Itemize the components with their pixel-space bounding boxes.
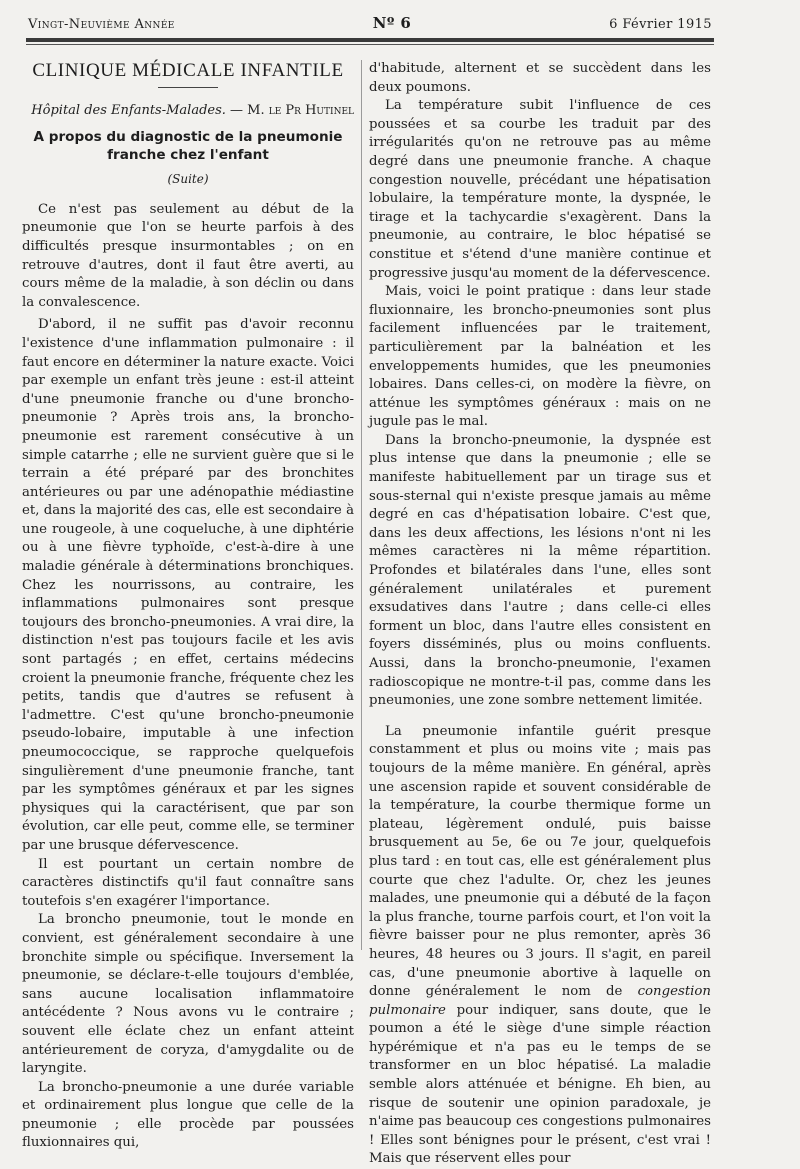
paragraph: La broncho-pneumonie a une durée variable et ordinairement plus longue que celle de la pneumonie ; elle procède par poussées fluxionnaires qui, bbox=[22, 1079, 354, 1151]
byline-author: — M. le Pr Hutinel bbox=[230, 102, 354, 118]
article-title: A propos du diagnostic de la pneumonie franche chez l'enfant bbox=[33, 129, 343, 164]
paragraph: Mais, voici le point pratique : dans leur stade fluxionnaire, les broncho-pneumonies sont plus facilement influencées par le traitement, particulièrement par la balnéation et les enveloppements humides, que les pneumonies lobaires. Dans celles-ci, on modère la fièvre, on atténue les symptômes généraux : mais on ne jugule pas le mal. bbox=[369, 284, 711, 430]
paragraph: D'abord, il ne suffit pas d'avoir reconnu l'existence d'une inflammation pulmonaire : il faut encore en déterminer la nature exacte. Voici par exemple un enfant très jeune : est-il atteint d'une pneumonie franche ou d'une broncho-pneumonie ? Après trois ans, la broncho-pneumonie est rarement consécutive à un simple catarrhe ; elle ne survient guère que si le terrain a été préparé par des bronchites antérieures ou par une adénopathie médiastine et, dans la majorité des cas, elle est secondaire à une rougeole, à une coqueluche, à une diphtérie ou à une fièvre typhoïde, c'est-à-dire à une maladie générale à déterminations bronchiques. Chez les nourrissons, au contraire, les inflammations pulmonaires sont presque toujours des broncho-pneumonies. A vrai dire, la distinction n'est pas toujours facile et les avis sont partagés ; en effet, certains médecins croient la pneumonie franche, fréquente chez les petits, tandis que d'autres se refusent à l'admettre. C'est qu'une broncho-pneumonie pseudo-lobaire, imputable à une infection pneumococcique, se rapproche quelquefois singulièrement d'une pneumonie franche, tant par les symptômes généraux et par les signes physiques qui la caractérisent, que par son évolution, car elle peut, comme elle, se terminer par une brusque défervescence. bbox=[22, 317, 354, 853]
running-head bbox=[28, 14, 712, 32]
emphasis-term: congestion pulmonaire bbox=[369, 984, 711, 1018]
paragraph: Dans la broncho-pneumonie, la dyspnée est plus intense que dans la pneumonie ; elle se manifeste habituellement par un tirage sus et sous-sternal qui n'existe presque jamais au même degré en cas d'hépatisation lobaire. C'est que, dans les deux affections, les lésions n'ont ni les mêmes caractères ni la même répartition. Profondes et bilatérales dans l'une, elles sont généralement unilatérales et purement exsudatives dans l'autre ; dans celle-ci elles forment un bloc, dans l'autre elles consistent en foyers disséminés, plus ou moins confluents. Aussi, dans la broncho-pneumonie, l'examen radioscopique ne montre-t-il pas, comme dans les pneumonies, une zone sombre nettement limitée. bbox=[369, 432, 711, 709]
section-rubric: CLINIQUE MÉDICALE INFANTILE bbox=[32, 60, 344, 81]
paragraph: Il est pourtant un certain nombre de caractères distinctifs qu'il faut connaître sans toutefois s'en exagérer l'importance. bbox=[22, 856, 354, 909]
paragraph bbox=[369, 723, 711, 1169]
column-divider bbox=[361, 60, 362, 950]
paragraph: La broncho pneumonie, tout le monde en convient, est généralement secondaire à une bronchite simple ou spécifique. Inversement la pneumonie, se déclare-t-elle toujours d'emblée, sans aucune localisation inflammatoire antécédente ? Nous avons vu le contraire ; souvent elle éclate chez un enfant atteint antérieurement de coryza, d'amygdalite ou de laryngite. bbox=[22, 912, 354, 1077]
header-rule-thin bbox=[26, 44, 714, 45]
continued-label: (Suite) bbox=[167, 172, 209, 187]
volume-year: Vingt-Neuvième Année bbox=[28, 17, 175, 32]
paragraph: d'habitude, alternent et se succèdent dans les deux poumons. bbox=[369, 61, 711, 95]
header-rule-thick bbox=[26, 38, 714, 42]
paragraph-text: pour indiquer, sans doute, que le poumon a été le siège d'une simple réaction hypérémique et n'a pas eu le temps de se transformer en un bloc hépatisé. La maladie semble alors atténuée et bénigne. Eh bien, au risque de soutenir une opinion paradoxale, je n'aime pas beaucoup ces congestions pulmonaires ! Elles sont bénignes pour le présent, c'est vrai ! Mais que réservent elles pour bbox=[369, 1002, 711, 1167]
rubric-divider bbox=[158, 87, 218, 88]
byline bbox=[22, 102, 354, 121]
byline-place: Hôpital des Enfants-Malades. bbox=[31, 102, 226, 118]
paragraph: La température subit l'influence de ces poussées et sa courbe les traduit par des irrégularités qu'on ne retrouve pas au même degré dans une pneumonie franche. A chaque congestion nouvelle, précédant une hépatisation lobulaire, la température monte, la dyspnée, le tirage et la tachycardie s'exagèrent. Dans la pneumonie, au contraire, le bloc hépatisé se constitue et s'étend d'une manière continue et progressive jusqu'au moment de la défervescence. bbox=[369, 98, 711, 281]
paragraph-text: La pneumonie infantile guérit presque constamment et plus ou moins vite ; mais pas toujours de la même manière. En général, après une ascension rapide et souvent considérable de la température, la courbe thermique forme un plateau, légèrement ondulé, puis baisse brusquement au 5e, 6e ou 7e jour, quelquefois plus tard : en tout cas, elle est généralement plus courte que chez l'adulte. Or, chez les jeunes malades, une pneumonie qui a débuté de la façon la plus franche, tourne parfois court, et l'on voit la fièvre baisser pour ne plus remonter, après 36 heures, 48 heures ou 3 jours. Il s'agit, en pareil cas, d'une pneumonie abortive à laquelle on donne généralement le nom de bbox=[369, 723, 711, 1000]
right-column bbox=[369, 60, 711, 1169]
issue-number: Nº 6 bbox=[372, 14, 412, 32]
issue-date: 6 Février 1915 bbox=[609, 17, 712, 32]
left-column bbox=[22, 60, 354, 1153]
paragraph: Ce n'est pas seulement au début de la pneumonie que l'on se heurte parfois à des difficultés presque insurmontables ; on en retrouve d'autres, dont il faut être averti, au cours même de la maladie, à son déclin ou dans la convalescence. bbox=[22, 201, 354, 310]
